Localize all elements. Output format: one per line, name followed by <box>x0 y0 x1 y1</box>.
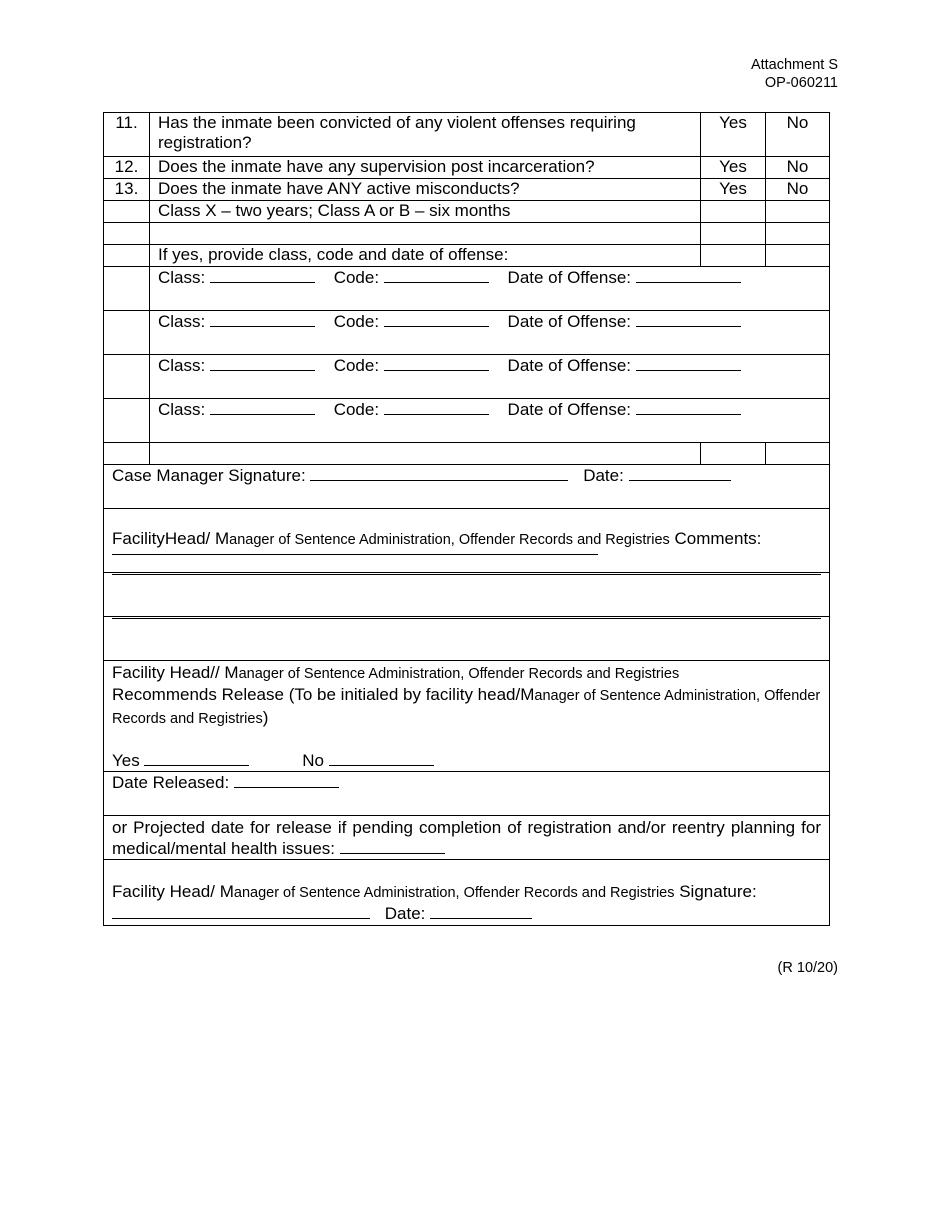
signature-label: Signature: <box>674 882 757 901</box>
recommend-yes-field[interactable] <box>144 750 249 766</box>
policy-number: OP-060211 <box>764 75 838 91</box>
date-of-offense-field[interactable] <box>636 399 741 415</box>
no-option[interactable]: No <box>766 179 830 201</box>
class-note: Class X – two years; Class A or B – six months <box>150 201 701 223</box>
case-manager-row <box>104 465 830 509</box>
comments-line-2[interactable] <box>112 573 821 575</box>
case-manager-signature-label: Case Manager Signature: <box>112 466 306 485</box>
question-text: Has the inmate been convicted of any violent offenses requiring registration? <box>150 113 701 157</box>
facility-head-signature-row <box>104 860 830 926</box>
offense-row <box>104 311 830 355</box>
recommend-role-2: anager of Sentence Administration, Offender Records and Registries <box>112 688 821 727</box>
attachment-label: Attachment S <box>750 57 838 73</box>
date-released-row <box>104 772 830 816</box>
question-row-11 <box>104 113 830 157</box>
no-option[interactable]: No <box>766 157 830 179</box>
recommend-no-label: No <box>302 751 324 770</box>
yes-option[interactable]: Yes <box>701 113 766 157</box>
offense-row <box>104 355 830 399</box>
projected-date-field[interactable] <box>340 838 445 854</box>
document-header <box>751 56 838 92</box>
offense-row <box>104 399 830 443</box>
class-field[interactable] <box>210 399 315 415</box>
recommend-no-field[interactable] <box>329 750 434 766</box>
class-label: Class: <box>158 312 206 331</box>
recommend-release-text: Recommends Release (To be initialed by facility head/M <box>112 685 535 704</box>
recommend-yes-label: Yes <box>112 751 140 770</box>
date-of-offense-label: Date of Offense: <box>507 312 632 331</box>
offense-row <box>104 267 830 311</box>
if-yes-instruction: If yes, provide class, code and date of offense: <box>150 245 701 267</box>
revision-label: (R 10/20) <box>777 960 838 976</box>
projected-date-row <box>104 816 830 860</box>
comments-continuation-row <box>104 617 830 661</box>
question-row-13 <box>104 179 830 201</box>
case-manager-date-label: Date: <box>583 466 624 485</box>
comments-line-3[interactable] <box>112 617 821 619</box>
code-label: Code: <box>333 400 380 419</box>
comments-line-1[interactable] <box>112 553 598 555</box>
class-field[interactable] <box>210 311 315 327</box>
comments-role: anager of Sentence Administration, Offender Records and Registries <box>229 532 670 548</box>
spacer-row <box>104 443 830 465</box>
class-note-row <box>104 201 830 223</box>
comments-continuation-row <box>104 573 830 617</box>
code-field[interactable] <box>384 267 489 283</box>
question-text: Does the inmate have ANY active misconducts? <box>150 179 701 201</box>
recommend-lead: Facility Head// M <box>112 663 239 682</box>
recommend-close-paren: ) <box>262 708 269 727</box>
date-of-offense-field[interactable] <box>636 267 741 283</box>
comments-label: Comments: <box>669 529 762 548</box>
question-text: Does the inmate have any supervision post incarceration? <box>150 157 701 179</box>
question-number: 13. <box>104 179 150 201</box>
class-field[interactable] <box>210 355 315 371</box>
date-released-field[interactable] <box>234 772 339 788</box>
release-checklist-table <box>103 112 830 926</box>
signature-lead: Facility Head/ M <box>112 882 234 901</box>
yes-option[interactable]: Yes <box>701 157 766 179</box>
projected-date-text: or Projected date for release if pending completion of registration and/or reentry planning for medical/mental health issues: <box>112 818 821 858</box>
code-field[interactable] <box>384 355 489 371</box>
no-option[interactable]: No <box>766 113 830 157</box>
date-of-offense-label: Date of Offense: <box>507 356 632 375</box>
case-manager-signature-field[interactable] <box>310 465 568 481</box>
signature-date-label: Date: <box>384 904 426 923</box>
question-number: 11. <box>104 113 150 157</box>
class-field[interactable] <box>210 267 315 283</box>
facility-head-signature-field[interactable] <box>112 903 370 919</box>
case-manager-date-field[interactable] <box>629 465 731 481</box>
code-field[interactable] <box>384 399 489 415</box>
question-row-12 <box>104 157 830 179</box>
date-released-label: Date Released: <box>112 773 230 792</box>
class-label: Class: <box>158 356 206 375</box>
signature-role: anager of Sentence Administration, Offender Records and Registries <box>233 885 675 901</box>
recommend-role: anager of Sentence Administration, Offender Records and Registries <box>238 666 680 682</box>
code-label: Code: <box>333 356 380 375</box>
date-of-offense-field[interactable] <box>636 311 741 327</box>
if-yes-row <box>104 245 830 267</box>
class-label: Class: <box>158 400 206 419</box>
comments-lead: FacilityHead/ M <box>112 529 230 548</box>
code-field[interactable] <box>384 311 489 327</box>
date-of-offense-field[interactable] <box>636 355 741 371</box>
date-of-offense-label: Date of Offense: <box>507 400 632 419</box>
question-number: 12. <box>104 157 150 179</box>
comments-row <box>104 509 830 573</box>
code-label: Code: <box>333 268 380 287</box>
class-label: Class: <box>158 268 206 287</box>
code-label: Code: <box>333 312 380 331</box>
recommend-release-row <box>104 661 830 772</box>
date-of-offense-label: Date of Offense: <box>507 268 632 287</box>
spacer-row <box>104 223 830 245</box>
signature-date-field[interactable] <box>430 903 532 919</box>
yes-option[interactable]: Yes <box>701 179 766 201</box>
